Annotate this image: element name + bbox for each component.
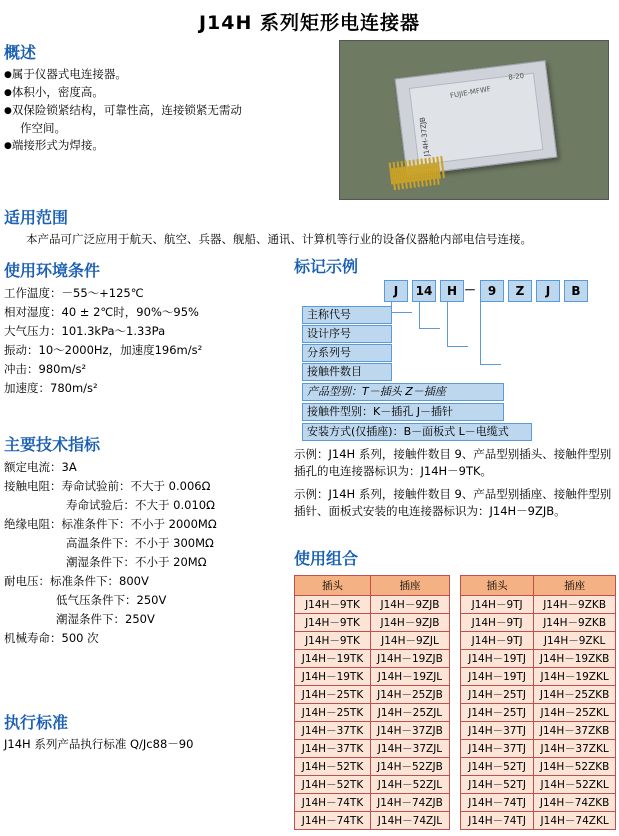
cell-socket: J14H－9ZKB bbox=[534, 596, 616, 614]
specs-heading: 主要技术指标 bbox=[4, 435, 101, 454]
overview-bullet bbox=[4, 102, 334, 120]
legend-subseries: 分系列号 bbox=[302, 344, 392, 362]
code-cell-mount: B bbox=[564, 280, 588, 302]
spec-item: 寿命试验后：不大于 0.010Ω bbox=[66, 498, 215, 512]
cell-plug: J14H－25TJ bbox=[461, 704, 534, 722]
cell-plug: J14H－37TK bbox=[295, 722, 371, 740]
table-row bbox=[295, 668, 450, 686]
cell-plug: J14H－19TJ bbox=[461, 668, 534, 686]
table-row bbox=[461, 704, 616, 722]
table-row bbox=[295, 794, 450, 812]
cell-plug: J14H－37TJ bbox=[461, 722, 534, 740]
cell-plug: J14H－52TJ bbox=[461, 776, 534, 794]
leader-line bbox=[419, 302, 440, 329]
spec-item: 潮湿条件下：不小于 20MΩ bbox=[66, 555, 207, 569]
table-row bbox=[461, 794, 616, 812]
spec-item: 低气压条件下：250V bbox=[56, 593, 167, 607]
cell-socket: J14H－37ZKB bbox=[534, 722, 616, 740]
column-header-plug: 插头 bbox=[295, 576, 371, 596]
table-row bbox=[295, 740, 450, 758]
spec-item: 额定电流：3A bbox=[4, 460, 77, 474]
standard-text: J14H 系列产品执行标准 Q/Jc88－90 bbox=[4, 737, 194, 751]
legend-prefix: 主称代号 bbox=[302, 306, 392, 324]
table-row bbox=[295, 704, 450, 722]
cell-plug: J14H－9TK bbox=[295, 632, 371, 650]
cell-plug: J14H－52TK bbox=[295, 758, 371, 776]
legend-product-type: 产品型别：T－插头 Z－插座 bbox=[302, 383, 504, 401]
cell-socket: J14H－52ZKL bbox=[534, 776, 616, 794]
leader-line bbox=[480, 302, 501, 365]
combos-table-left bbox=[294, 575, 450, 830]
cell-socket: J14H－37ZJB bbox=[370, 722, 449, 740]
marking-code-row bbox=[384, 280, 616, 302]
spec-item: 耐电压：标准条件下：800V bbox=[4, 574, 149, 588]
overview-bullet-text: 体积小，密度高。 bbox=[11, 85, 104, 99]
marking-note: 示例：J14H 系列，接触件数目 9、产品型别插座、接触件型别插针、面板式安装的电连接器标识为：J14H－9ZJB。 bbox=[294, 487, 612, 518]
cell-socket: J14H－52ZKB bbox=[534, 758, 616, 776]
legend-mounting: 安装方式(仅插座)：B－面板式 L－电缆式 bbox=[302, 423, 532, 441]
environment-item: 大气压力：101.3kPa～1.33Pa bbox=[4, 324, 166, 338]
marking-legend bbox=[294, 304, 616, 438]
environment-heading: 使用环境条件 bbox=[4, 261, 101, 280]
code-cell-subseries: H bbox=[440, 280, 464, 302]
code-cell-series: 14 bbox=[412, 280, 436, 302]
cell-plug: J14H－52TK bbox=[295, 776, 371, 794]
spec-item: 高温条件下：不小于 300MΩ bbox=[66, 536, 214, 550]
combos-heading: 使用组合 bbox=[294, 549, 359, 568]
cell-socket: J14H－9ZJB bbox=[370, 596, 449, 614]
cell-plug: J14H－52TJ bbox=[461, 758, 534, 776]
bullet-dot-icon: ● bbox=[4, 70, 12, 80]
cell-plug: J14H－25TK bbox=[295, 686, 371, 704]
cell-plug: J14H－74TJ bbox=[461, 812, 534, 830]
column-header-plug: 插头 bbox=[461, 576, 534, 596]
section-standard bbox=[4, 710, 294, 752]
cell-plug: J14H－19TK bbox=[295, 668, 371, 686]
table-row bbox=[461, 650, 616, 668]
page-title: J14H 系列矩形电连接器 bbox=[198, 12, 421, 34]
table-row bbox=[461, 740, 616, 758]
cell-socket: J14H－19ZJL bbox=[370, 668, 449, 686]
table-row bbox=[461, 776, 616, 794]
table-row bbox=[295, 632, 450, 650]
cell-plug: J14H－74TK bbox=[295, 812, 371, 830]
table-row bbox=[461, 722, 616, 740]
connector-top-label: FUJIE-MFWF bbox=[449, 84, 492, 101]
legend-contacts: 接触件数目 bbox=[302, 363, 392, 381]
cell-socket: J14H－19ZJB bbox=[370, 650, 449, 668]
table-header-row bbox=[295, 576, 450, 596]
overview-bullet-text: 双保险锁紧结构，可靠性高，连接锁紧无需动 bbox=[11, 103, 242, 117]
cell-socket: J14H－9ZKB bbox=[534, 614, 616, 632]
code-cell-prefix: J bbox=[384, 280, 408, 302]
spec-item: 机械寿命：500 次 bbox=[4, 631, 99, 645]
overview-bullet-cont: 作空间。 bbox=[20, 121, 66, 135]
cell-plug: J14H－25TK bbox=[295, 704, 371, 722]
code-dash: － bbox=[464, 283, 477, 297]
section-overview bbox=[4, 40, 334, 155]
bullet-dot-icon: ● bbox=[4, 106, 12, 116]
spec-item: 绝缘电阻：标准条件下：不小于 2000MΩ bbox=[4, 517, 217, 531]
table-row bbox=[295, 650, 450, 668]
table-row bbox=[295, 812, 450, 830]
overview-bullet bbox=[4, 84, 334, 102]
code-cell-type: Z bbox=[508, 280, 532, 302]
spec-item: 潮湿条件下：250V bbox=[56, 612, 155, 626]
cell-socket: J14H－52ZJL bbox=[370, 776, 449, 794]
table-row bbox=[461, 614, 616, 632]
cell-plug: J14H－37TK bbox=[295, 740, 371, 758]
scope-heading: 适用范围 bbox=[4, 208, 69, 227]
cell-socket: J14H－25ZKL bbox=[534, 704, 616, 722]
table-row bbox=[295, 614, 450, 632]
cell-socket: J14H－25ZJL bbox=[370, 704, 449, 722]
section-specifications bbox=[4, 432, 294, 648]
table-row bbox=[295, 596, 450, 614]
cell-socket: J14H－9ZJB bbox=[370, 614, 449, 632]
cell-plug: J14H－9TJ bbox=[461, 596, 534, 614]
cell-socket: J14H－9ZJL bbox=[370, 632, 449, 650]
cell-socket: J14H－74ZJB bbox=[370, 794, 449, 812]
table-row bbox=[461, 686, 616, 704]
environment-item: 加速度：780m/s² bbox=[4, 381, 98, 395]
cell-socket: J14H－37ZJL bbox=[370, 740, 449, 758]
column-header-socket: 插座 bbox=[534, 576, 616, 596]
environment-item: 工作温度：－55～+125℃ bbox=[4, 286, 144, 300]
cell-socket: J14H－19ZKL bbox=[534, 668, 616, 686]
spec-item: 接触电阻：寿命试验前：不大于 0.006Ω bbox=[4, 479, 211, 493]
environment-item: 相对湿度：40 ± 2℃时，90%～95% bbox=[4, 305, 199, 319]
connector-pins bbox=[389, 156, 450, 189]
cell-plug: J14H－19TK bbox=[295, 650, 371, 668]
combos-table-right bbox=[460, 575, 616, 830]
table-row bbox=[295, 722, 450, 740]
table-row bbox=[295, 686, 450, 704]
cell-socket: J14H－74ZJL bbox=[370, 812, 449, 830]
cell-socket: J14H－25ZKB bbox=[534, 686, 616, 704]
table-row bbox=[461, 632, 616, 650]
cell-plug: J14H－37TJ bbox=[461, 740, 534, 758]
combos-tables bbox=[294, 575, 616, 830]
overview-bullet-text: 端接形式为焊接。 bbox=[11, 138, 104, 152]
bullet-dot-icon: ● bbox=[4, 141, 12, 151]
section-combinations bbox=[294, 546, 616, 830]
environment-item: 振动：10～2000Hz，加速度196m/s² bbox=[4, 343, 203, 357]
product-photo bbox=[339, 40, 609, 200]
column-header-socket: 插座 bbox=[370, 576, 449, 596]
cell-plug: J14H－74TJ bbox=[461, 794, 534, 812]
cell-socket: J14H－74ZKB bbox=[534, 794, 616, 812]
overview-heading: 概述 bbox=[4, 43, 37, 62]
code-cell-contacts: 9 bbox=[480, 280, 504, 302]
legend-series: 设计序号 bbox=[302, 325, 392, 343]
cell-socket: J14H－37ZKL bbox=[534, 740, 616, 758]
cell-plug: J14H－25TJ bbox=[461, 686, 534, 704]
leader-line bbox=[447, 302, 468, 347]
overview-bullet bbox=[4, 66, 334, 84]
section-environment bbox=[4, 258, 294, 398]
table-row bbox=[461, 596, 616, 614]
table-row bbox=[461, 812, 616, 830]
table-row bbox=[461, 668, 616, 686]
cell-socket: J14H－9ZKL bbox=[534, 632, 616, 650]
leader-line bbox=[391, 302, 412, 313]
legend-contact-type: 接触件型别：K－插孔 J－插针 bbox=[302, 403, 504, 421]
overview-bullet bbox=[4, 137, 334, 155]
cell-plug: J14H－9TK bbox=[295, 614, 371, 632]
table-row bbox=[295, 758, 450, 776]
table-row bbox=[461, 758, 616, 776]
cell-plug: J14H－74TK bbox=[295, 794, 371, 812]
cell-socket: J14H－19ZKB bbox=[534, 650, 616, 668]
marking-heading: 标记示例 bbox=[294, 257, 359, 276]
cell-plug: J14H－9TJ bbox=[461, 632, 534, 650]
cell-plug: J14H－9TK bbox=[295, 596, 371, 614]
standard-heading: 执行标准 bbox=[4, 713, 69, 732]
section-scope bbox=[4, 205, 614, 247]
scope-text: 本产品可广泛应用于航天、航空、兵器、舰船、通讯、计算机等行业的设备仪器舱内部电信号连接。 bbox=[26, 232, 532, 246]
cell-socket: J14H－74ZKL bbox=[534, 812, 616, 830]
cell-plug: J14H－19TJ bbox=[461, 650, 534, 668]
bullet-dot-icon: ● bbox=[4, 88, 12, 98]
table-header-row bbox=[461, 576, 616, 596]
connector-code-label: 8-20 bbox=[507, 71, 525, 82]
marking-note: 示例：J14H 系列，接触件数目 9、产品型别插头、接触件型别插孔的电连接器标识为：J14H－9TK。 bbox=[294, 447, 612, 478]
code-cell-contacttype: J bbox=[536, 280, 560, 302]
section-marking-example bbox=[294, 254, 616, 520]
cell-socket: J14H－25ZJB bbox=[370, 686, 449, 704]
connector-side-label: J14H-37ZJB bbox=[418, 116, 432, 157]
table-row bbox=[295, 776, 450, 794]
overview-bullet-text: 属于仪器式电连接器。 bbox=[11, 67, 127, 81]
environment-item: 冲击：980m/s² bbox=[4, 362, 87, 376]
cell-socket: J14H－52ZJB bbox=[370, 758, 449, 776]
cell-plug: J14H－9TJ bbox=[461, 614, 534, 632]
